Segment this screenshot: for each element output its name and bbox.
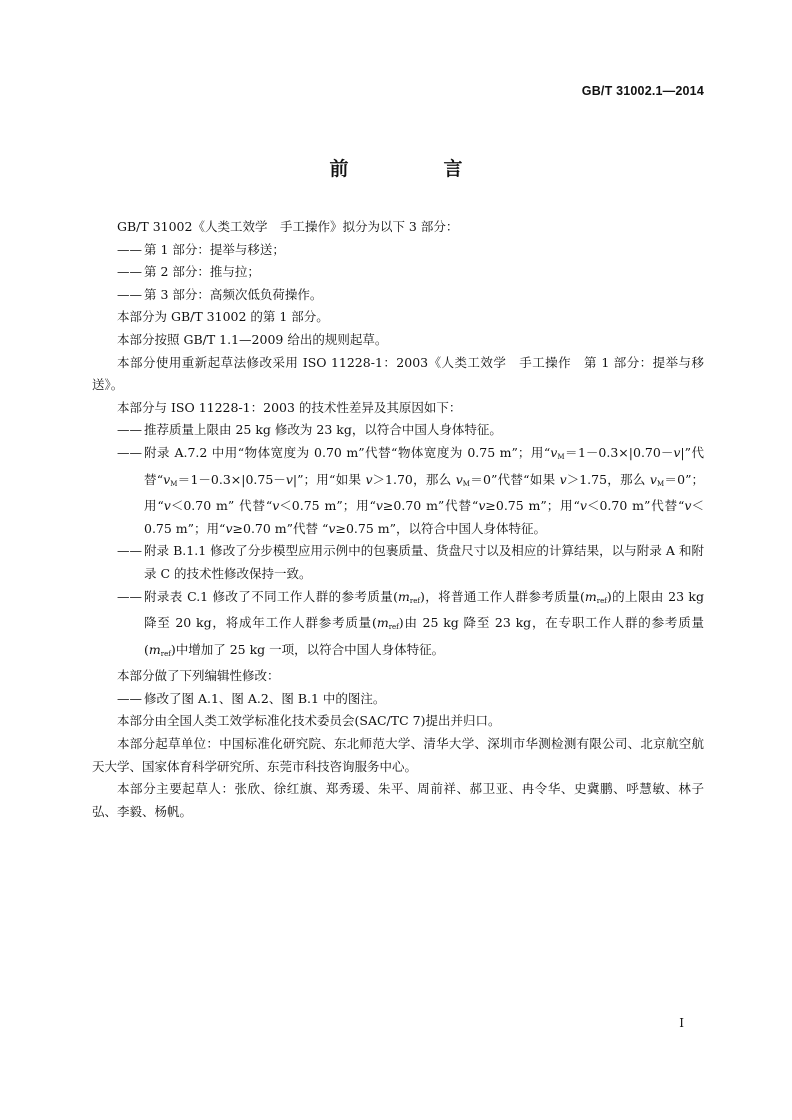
page-title: 前 言 [329, 158, 501, 180]
list-item-difference-1: —— 推荐质量上限由 25 kg 修改为 23 kg，以符合中国人身体特征。 [117, 422, 502, 438]
list-item-difference-2: —— 附录 A.7.2 中用“物体宽度为 0.70 m”代替“物体宽度为 0.75 m”；用“$v_M=1-0.3\times|0.70-v|$”代替“$v_M=1-0.3\times|0.75-v|$”；用“如果 v＞1.70，那么 $v_M=0$”代替“如果 v＞1.75，那么 $v_M=0$”；用“v＜0.70 m” 代替“v＜0.75 m”；用“v≥0.70 m”代替“v≥0.75 m”；用“v＜0.70 m”代替“v＜0.75 m”；用“v≥0.70 m”代替 “v≥0.75 m”，以符合中国人身体特征。 [117, 444, 705, 536]
paragraph-differences-intro: 本部分与 ISO 11228-1：2003 的技术性差异及其原因如下： [117, 399, 462, 415]
paragraph-adoption: 本部分使用重新起草法修改采用 ISO 11228-1：2003《人类工效学 手工操作 第 1 部分：提举与移送》。 [92, 354, 704, 393]
page-number: I [679, 1016, 684, 1030]
paragraph-drafters: 本部分主要起草人：张欣、徐红旗、郑秀瑗、朱平、周前祥、郝卫亚、冉令华、史冀鹏、呼慧敏、林子弘、李毅、杨帆。 [92, 781, 704, 819]
paragraph-part-statement: 本部分为 GB/T 31002 的第 1 部分。 [117, 309, 329, 325]
list-item-part1: —— 第 1 部分：提举与移送； [117, 241, 285, 257]
paragraph-proposer: 本部分由全国人类工效学标准化技术委员会(SAC/TC 7)提出并归口。 [117, 713, 501, 729]
list-item-editorial-1: —— 修改了图 A.1、图 A.2、图 B.1 中的图注。 [117, 690, 386, 706]
list-item-difference-3: —— 附录 B.1.1 修改了分步模型应用示例中的包裹质量、货盘尺寸以及相应的计算结果，以与附录 A 和附录 C 的技术性修改保持一致。 [117, 543, 704, 581]
paragraph-editorial-intro: 本部分做了下列编辑性修改： [117, 668, 280, 684]
paragraph-drafting-units: 本部分起草单位：中国标准化研究院、东北师范大学、清华大学、深圳市华测检测有限公司、北京航空航天大学、国家体育科学研究所、东莞市科技咨询服务中心。 [92, 736, 704, 774]
paragraph-intro: GB/T 31002《人类工效学 手工操作》拟分为以下 3 部分： [117, 219, 459, 234]
list-item-difference-4: —— 附录表 C.1 修改了不同工作人群的参考质量$(m_{ref})$，将普通工作人群参考质量$(m_{ref})$的上限由 23 kg 降至 20 kg，将成年工作人群参考质量$(m_{ref})$由 25 kg 降至 23 kg，在专职工作人群的参考质量$(m_{ref})$中增加了 25 kg 一项，以符合中国人身体特征。 [117, 588, 704, 658]
document-body [92, 216, 704, 823]
paragraph-drafting-rules: 本部分按照 GB/T 1.1—2009 给出的规则起草。 [117, 331, 388, 347]
standard-number-header: GB/T 31002.1—2014 [581, 84, 704, 98]
list-item-part2: —— 第 2 部分：推与拉； [117, 264, 260, 280]
list-item-part3: —— 第 3 部分：高频次低负荷操作。 [117, 286, 323, 302]
